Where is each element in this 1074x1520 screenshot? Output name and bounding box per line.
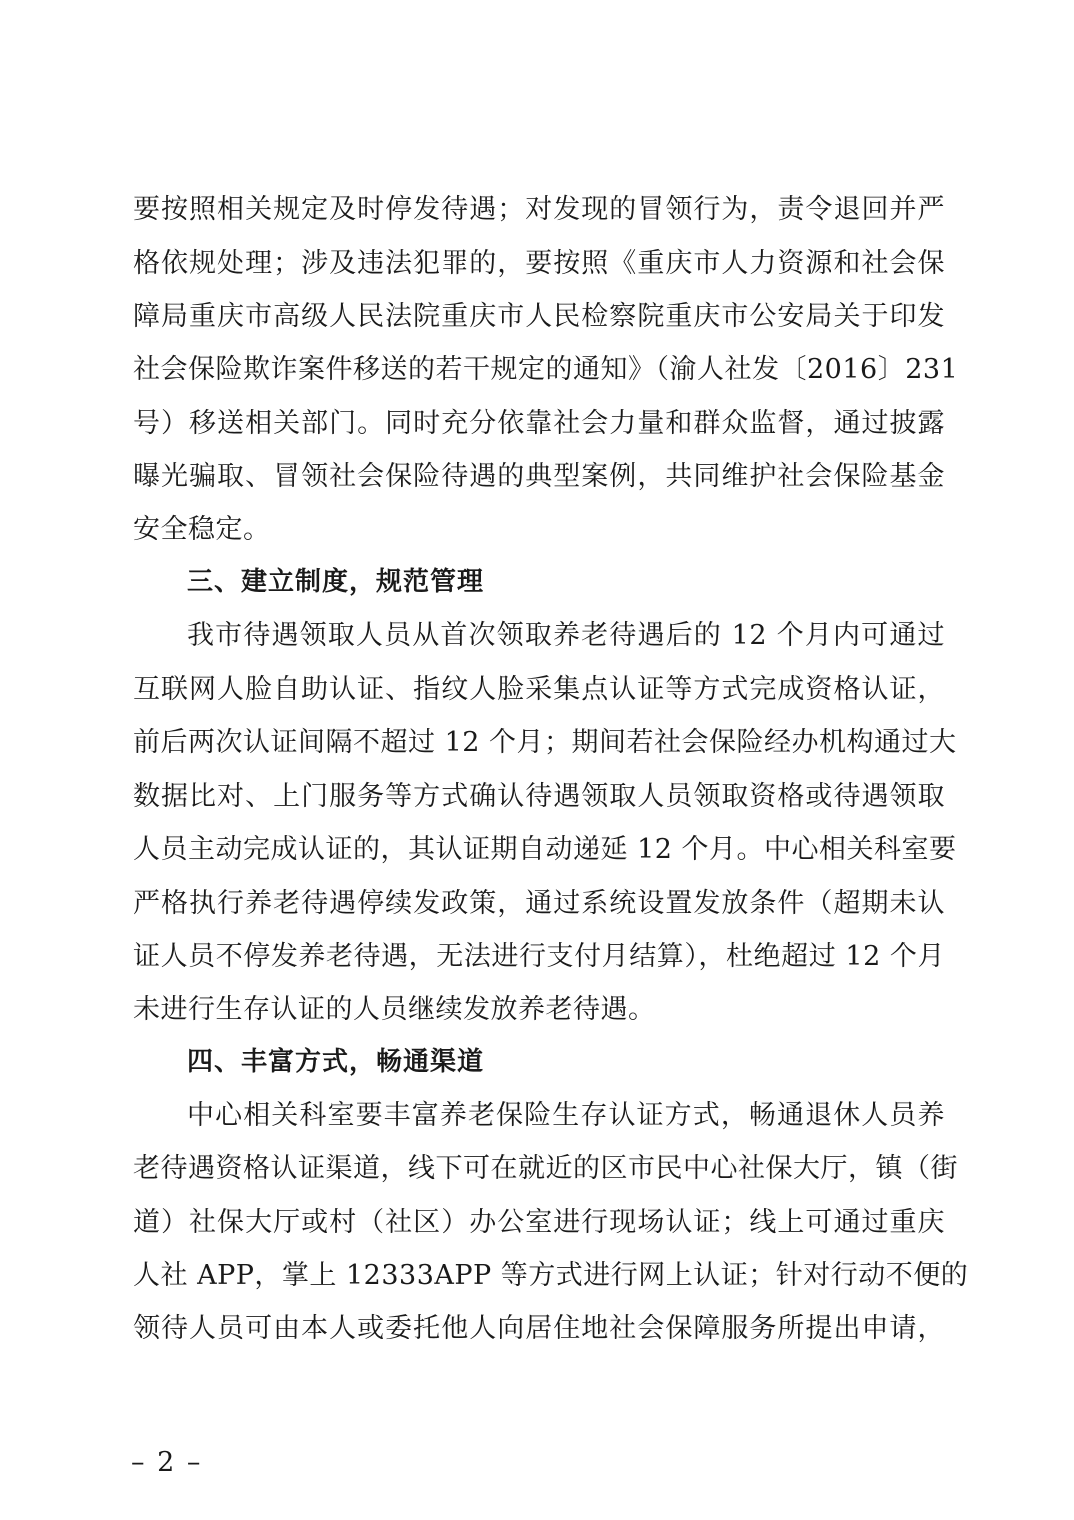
paragraph-line: 中心相关科室要丰富养老保险生存认证方式，畅通退休人员养 xyxy=(187,1100,945,1131)
paragraph-line: 安全稳定。 xyxy=(133,514,271,545)
paragraph-line: 要按照相关规定及时停发待遇；对发现的冒领行为，责令退回并严 xyxy=(133,194,945,225)
paragraph-line: 人员主动完成认证的，其认证期自动递延 12 个月。中心相关科室要 xyxy=(133,834,957,865)
paragraph-line: 社会保险欺诈案件移送的若干规定的通知》（渝人社发〔2016〕231 xyxy=(133,354,959,385)
section-heading: 三、建立制度，规范管理 xyxy=(187,567,485,597)
paragraph-line: 数据比对、上门服务等方式确认待遇领取人员领取资格或待遇领取 xyxy=(133,781,945,812)
paragraph-line: 证人员不停发养老待遇，无法进行支付月结算），杜绝超过 12 个月 xyxy=(133,941,945,972)
paragraph-line: 曝光骗取、冒领社会保险待遇的典型案例，共同维护社会保险基金 xyxy=(133,461,945,492)
paragraph-line: 互联网人脸自助认证、指纹人脸采集点认证等方式完成资格认证， xyxy=(133,674,945,705)
paragraph-line: 号）移送相关部门。同时充分依靠社会力量和群众监督，通过披露 xyxy=(133,408,945,439)
paragraph-line: 人社 APP，掌上 12333APP 等方式进行网上认证；针对行动不便的 xyxy=(133,1260,969,1291)
paragraph-line: 格依规处理；涉及违法犯罪的，要按照《重庆市人力资源和社会保 xyxy=(133,248,945,279)
paragraph-line: 老待遇资格认证渠道，线下可在就近的区市民中心社保大厅，镇（街 xyxy=(133,1153,958,1184)
paragraph-line: 领待人员可由本人或委托他人向居住地社会保障服务所提出申请， xyxy=(133,1313,945,1344)
page-number: – 2 – xyxy=(131,1447,203,1478)
paragraph-line: 前后两次认证间隔不超过 12 个月；期间若社会保险经办机构通过大 xyxy=(133,727,957,758)
paragraph-line: 道）社保大厅或村（社区）办公室进行现场认证；线上可通过重庆 xyxy=(133,1207,945,1238)
section-heading: 四、丰富方式，畅通渠道 xyxy=(187,1047,485,1077)
paragraph-line: 未进行生存认证的人员继续发放养老待遇。 xyxy=(133,994,656,1025)
paragraph-line: 我市待遇领取人员从首次领取养老待遇后的 12 个月内可通过 xyxy=(187,620,945,651)
paragraph-line: 障局重庆市高级人民法院重庆市人民检察院重庆市公安局关于印发 xyxy=(133,301,945,332)
paragraph-line: 严格执行养老待遇停续发政策，通过系统设置发放条件（超期未认 xyxy=(133,888,945,919)
